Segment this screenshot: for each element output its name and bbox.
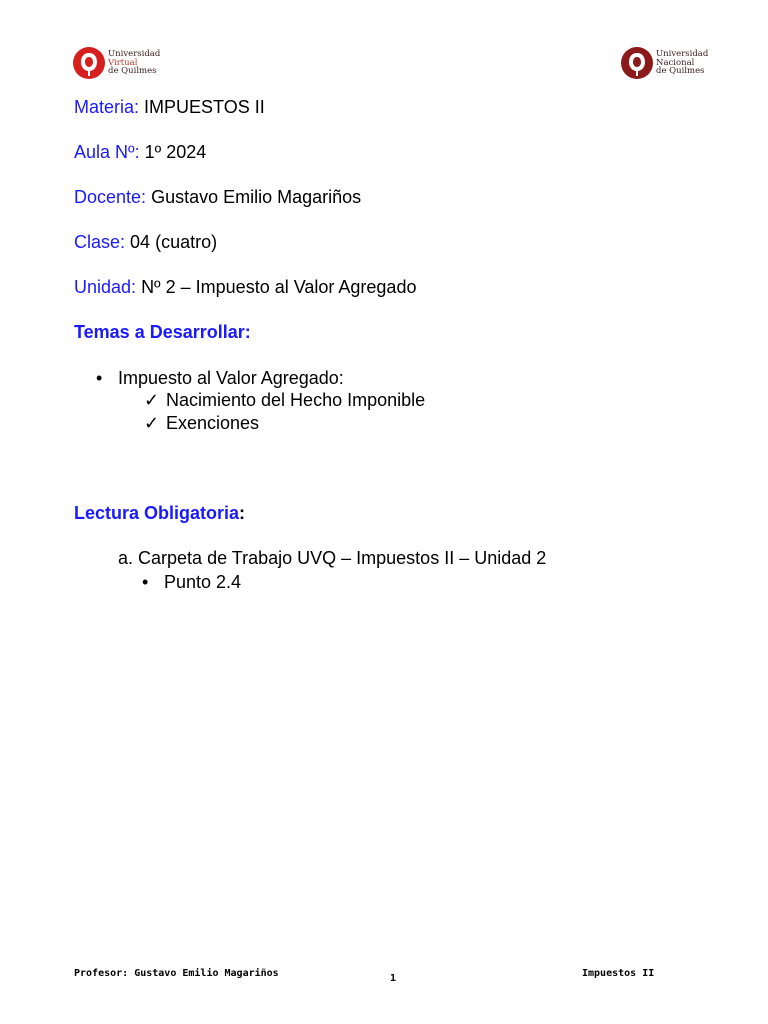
footer-page-number: 1 <box>390 973 397 984</box>
logo-right-line1: Universidad <box>656 49 709 60</box>
footer-professor: Profesor: Gustavo Emilio Magariños <box>74 968 279 979</box>
footer-course: Impuestos II <box>582 968 655 979</box>
lectura-subitem-text: Punto 2.4 <box>164 572 242 592</box>
lectura-item-text: Carpeta de Trabajo UVQ – Impuestos II – Unidad 2 <box>138 548 547 568</box>
logo-left-line2: Virtual <box>108 57 138 68</box>
unidad-label: Unidad: <box>74 277 137 297</box>
lectura-item <box>118 547 546 569</box>
materia-value: IMPUESTOS II <box>144 97 265 117</box>
logo-right-line2: Nacional <box>656 57 695 68</box>
uvq-logo-icon <box>72 46 106 80</box>
temas-subitem-text: Exenciones <box>166 413 260 433</box>
temas-bullet-text: Impuesto al Valor Agregado: <box>118 368 344 388</box>
unq-logo-icon <box>620 46 654 80</box>
lectura-heading <box>74 502 245 524</box>
logo-universidad-virtual-quilmes <box>72 46 160 80</box>
docente-value: Gustavo Emilio Magariños <box>151 187 362 207</box>
logo-right-text <box>656 50 708 76</box>
bullet-icon: • <box>142 572 149 592</box>
aula-label: Aula Nº: <box>74 142 140 162</box>
lectura-subitem <box>142 571 241 593</box>
materia-label: Materia: <box>74 97 140 117</box>
field-unidad <box>74 276 416 298</box>
logo-left-text <box>108 50 160 76</box>
docente-label: Docente: <box>74 187 147 207</box>
logo-universidad-nacional-quilmes <box>620 46 708 80</box>
logo-left-line1: Universidad <box>108 49 161 60</box>
checkmark-icon: ✓ <box>144 390 160 410</box>
temas-subitem <box>144 412 259 434</box>
temas-subitem <box>144 389 425 411</box>
lectura-heading-colon: : <box>239 503 246 523</box>
clase-label: Clase: <box>74 232 126 252</box>
logo-right-line3: de Quilmes <box>656 66 705 77</box>
field-clase <box>74 231 217 253</box>
field-materia <box>74 96 265 118</box>
lectura-item-marker: a. <box>118 548 134 568</box>
field-docente <box>74 186 361 208</box>
aula-value: 1º 2024 <box>144 142 207 162</box>
checkmark-icon: ✓ <box>144 413 160 433</box>
bullet-icon: • <box>96 368 103 388</box>
temas-subitem-text: Nacimiento del Hecho Imponible <box>166 390 426 410</box>
lectura-heading-text: Lectura Obligatoria <box>74 503 240 523</box>
unidad-value: Nº 2 – Impuesto al Valor Agregado <box>141 277 417 297</box>
clase-value: 04 (cuatro) <box>130 232 218 252</box>
temas-bullet <box>96 367 344 389</box>
field-aula <box>74 141 206 163</box>
temas-heading: Temas a Desarrollar: <box>74 322 251 342</box>
logo-left-line3: de Quilmes <box>108 66 157 77</box>
